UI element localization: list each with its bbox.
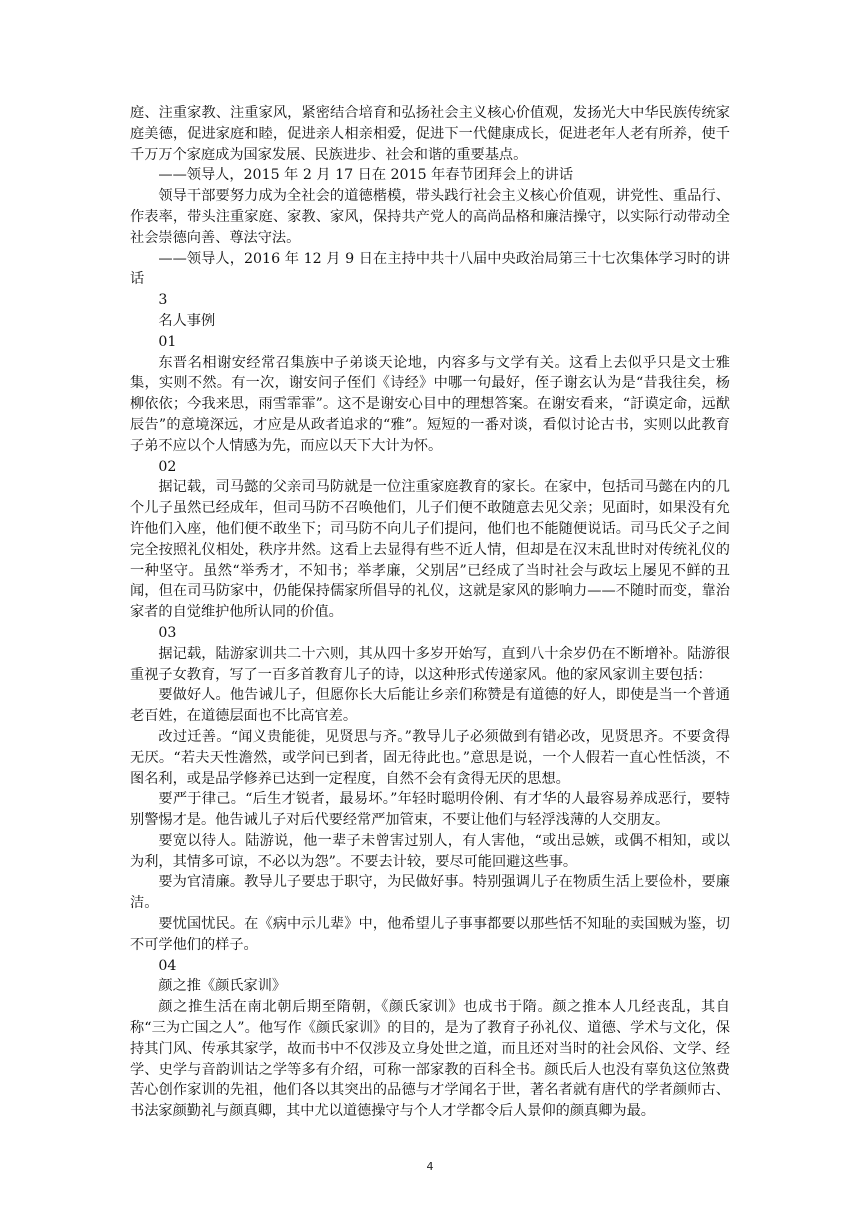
- paragraph: 领导干部要努力成为全社会的道德楷模，带头践行社会主义核心价值观，讲党性、重品行、作表率，带头注重家庭、家教、家风，保持共产党人的高尚品格和廉洁操守，以实际行动带动全社会崇德向善、尊法守法。: [130, 188, 730, 246]
- paragraph: 改过迁善。“闻义贵能徙，见贤思与齐。”教导儿子必须做到有错必改，见贤思齐。不要贪得无厌。“若夫天性澹然，或学问已到者，固无待此也。”意思是说，一个人假若一直心性恬淡，不图名利，或是品学修养已达到一定程度，自然不会有贪得无厌的思想。: [130, 728, 730, 787]
- paragraph: 据记载，司马懿的父亲司马防就是一位注重家庭教育的家长。在家中，包括司马懿在内的几个儿子虽然已经成年，但司马防不召唤他们，儿子们便不敢随意去见父亲；见面时，如果没有允许他们入座，他们便不敢坐下；司马防不向儿子们提问，他们也不能随便说话。司马氏父子之间完全按照礼仪相处，秩序井然。这看上去显得有些不近人情，但却是在汉末乱世时对传统礼仪的一种坚守。虽然“举秀才，不知书；举孝廉，父别居”已经成了当时社会与政坛上屡见不鲜的丑闻，但在司马防家中，仍能保持儒家所倡导的礼仪，这就是家风的影响力——不随时而变，靠治家者的自觉维护他所认同的价值。: [130, 479, 730, 621]
- item-heading: 颜之推《颜氏家训》: [158, 978, 287, 995]
- item-number: 01: [158, 333, 177, 350]
- paragraph: 颜之推生活在南北朝后期至隋朝，《颜氏家训》也成书于隋。颜之推本人几经丧乱，其自称“三为亡国之人”。他写作《颜氏家训》的目的，是为了教育子孙礼仪、道德、学术与文化，保持其门风、传承其家学，故而书中不仅涉及立身处世之道，而且还对当时的社会风俗、文学、经学、史学与音韵训诂之学等多有介绍，可称一部家教的百科全书。颜氏后人也没有辜负这位煞费苦心创作家训的先祖，他们各以其突出的品德与才学闻名于世，著名者就有唐代的学者颜师古、书法家颜勤礼与颜真卿，其中尤以道德操守与个人才学都令后人景仰的颜真卿为最。: [130, 999, 730, 1120]
- paragraph: 要做好人。他告诫儿子，但愿你长大后能让乡亲们称赞是有道德的好人，即使是当一个普通老百姓，在道德层面也不比高官差。: [130, 687, 730, 725]
- quote-attribution: ——领导人，2015 年 2 月 17 日在 2015 年春节团拜会上的讲话: [158, 167, 574, 184]
- page-number: 4: [426, 1160, 434, 1173]
- section-heading: 名人事例: [158, 312, 216, 329]
- paragraph: 东晋名相谢安经常召集族中子弟谈天论地，内容多与文学有关。这看上去似乎只是文士雅集，实则不然。有一次，谢安问子侄们《诗经》中哪一句最好，侄子谢玄认为是“昔我往矣，杨柳依依；今我来思，雨雪霏霏”。这不是谢安心目中的理想答案。在谢安看来，“訏谟定命，远猷辰告”的意境深远，才应是从政者追求的“雅”。短短的一番对谈，看似讨论古书，实则以此教育子弟不应以个人情感为先，而应以天下大计为怀。: [130, 354, 730, 454]
- paragraph: 要宽以待人。陆游说，他一辈子未曾害过别人，有人害他，“或出忌嫉，或偶不相知，或以为利，其情多可谅，不必以为怨”。不要去计较，要尽可能回避这些事。: [130, 832, 730, 870]
- document-body: [130, 103, 730, 1122]
- paragraph: 庭、注重家教、注重家风，紧密结合培育和弘扬社会主义核心价值观，发扬光大中华民族传统家庭美德，促进家庭和睦，促进亲人相亲相爱，促进下一代健康成长，促进老年人老有所养，使千千万万个家庭成为国家发展、民族进步、社会和谐的重要基点。: [130, 105, 730, 163]
- paragraph: 要严于律己。“后生才锐者，最易坏。”年轻时聪明伶俐、有才华的人最容易养成恶行，要特别警惕才是。他告诫儿子对后代要经常严加管束，不要让他们与轻浮浅薄的人交朋友。: [130, 791, 730, 829]
- section-number: 3: [158, 292, 168, 309]
- item-number: 03: [158, 624, 177, 641]
- paragraph: 要为官清廉。教导儿子要忠于职守，为民做好事。特别强调儿子在物质生活上要俭朴，要廉洁。: [130, 874, 730, 912]
- item-number: 04: [158, 957, 177, 974]
- quote-attribution: ——领导人，2016 年 12 月 9 日在主持中共十八届中央政治局第三十七次集体学习时的讲话: [130, 250, 730, 288]
- paragraph: 据记载，陆游家训共二十六则，其从四十多岁开始写，直到八十余岁仍在不断增补。陆游很重视子女教育，写了一百多首教育儿子的诗，以这种形式传递家风。他的家风家训主要包括：: [130, 645, 730, 683]
- paragraph: 要忧国忧民。在《病中示儿辈》中，他希望儿子事事都要以那些恬不知耻的卖国贼为鉴，切不可学他们的样子。: [130, 916, 730, 953]
- item-number: 02: [158, 458, 177, 475]
